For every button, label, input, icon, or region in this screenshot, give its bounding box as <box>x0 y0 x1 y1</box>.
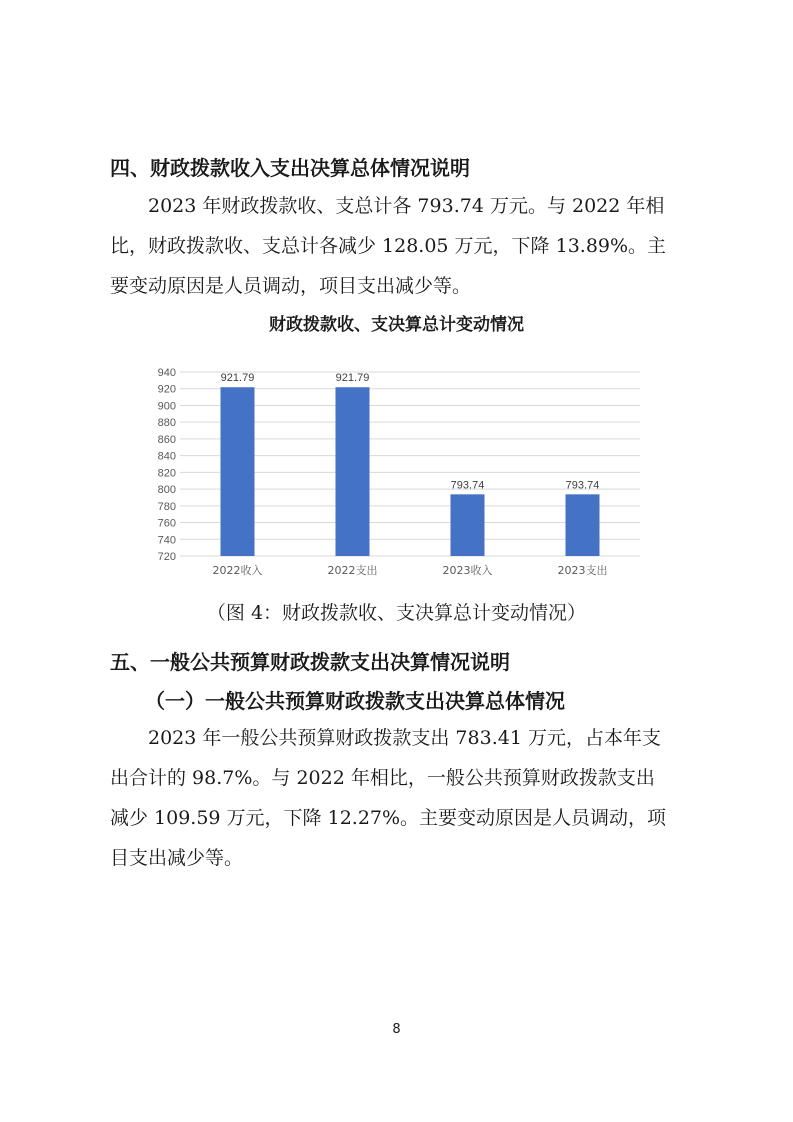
y-tick-label: 860 <box>157 433 176 446</box>
y-tick-label: 900 <box>157 400 176 413</box>
y-tick-label: 840 <box>157 450 176 463</box>
y-tick-label: 760 <box>157 517 176 530</box>
y-tick-label: 920 <box>157 383 176 396</box>
y-tick-label: 820 <box>157 467 176 480</box>
data-label: 921.79 <box>335 372 370 385</box>
x-tick-label: 2023支出 <box>557 564 608 577</box>
data-label: 793.74 <box>565 479 600 492</box>
bar <box>451 494 485 556</box>
x-tick-label: 2023收入 <box>442 564 493 577</box>
paragraph-line: 出合计的 98.7%。与 2022 年相比，一般公共预算财政拨款支出 <box>110 767 655 789</box>
bar <box>566 494 600 556</box>
y-tick-label: 720 <box>157 551 176 563</box>
y-tick-label: 740 <box>157 534 176 547</box>
paragraph-line: 目支出减少等。 <box>110 847 244 869</box>
x-tick-label: 2022支出 <box>327 564 378 577</box>
paragraph-line: 2023 年财政拨款收、支总计各 793.74 万元。与 2022 年相 <box>148 195 665 217</box>
paragraph-line: 要变动原因是人员调动，项目支出减少等。 <box>110 275 472 297</box>
paragraph-line: 比，财政拨款收、支总计各减少 128.05 万元，下降 13.89%。主 <box>110 235 667 257</box>
paragraph-line: 减少 109.59 万元，下降 12.27%。主要变动原因是人员调动，项 <box>110 807 667 829</box>
chart-title: 财政拨款收、支决算总计变动情况 <box>269 315 524 335</box>
page-number: 8 <box>392 1022 401 1037</box>
y-tick-label: 940 <box>157 367 176 379</box>
paragraph-line: 2023 年一般公共预算财政拨款支出 783.41 万元，占本年支 <box>148 727 661 749</box>
section-4-heading: 四、财政拨款收入支出决算总体情况说明 <box>110 156 470 180</box>
section-5-subheading: （一）一般公共预算财政拨款支出决算总体情况 <box>145 689 565 713</box>
data-label: 921.79 <box>220 372 255 385</box>
section-5-heading: 五、一般公共预算财政拨款支出决算情况说明 <box>110 650 510 674</box>
figure-caption: （图 4：财政拨款收、支决算总计变动情况） <box>206 602 587 624</box>
bar-chart <box>130 358 660 588</box>
bar <box>221 387 255 556</box>
x-tick-label: 2022收入 <box>212 564 263 577</box>
y-tick-label: 800 <box>157 484 176 497</box>
data-label: 793.74 <box>450 479 485 492</box>
y-tick-label: 780 <box>157 500 176 513</box>
section-5-paragraph <box>110 718 700 878</box>
section-4-paragraph <box>110 186 700 306</box>
bar <box>336 387 370 556</box>
y-tick-label: 880 <box>157 417 176 430</box>
